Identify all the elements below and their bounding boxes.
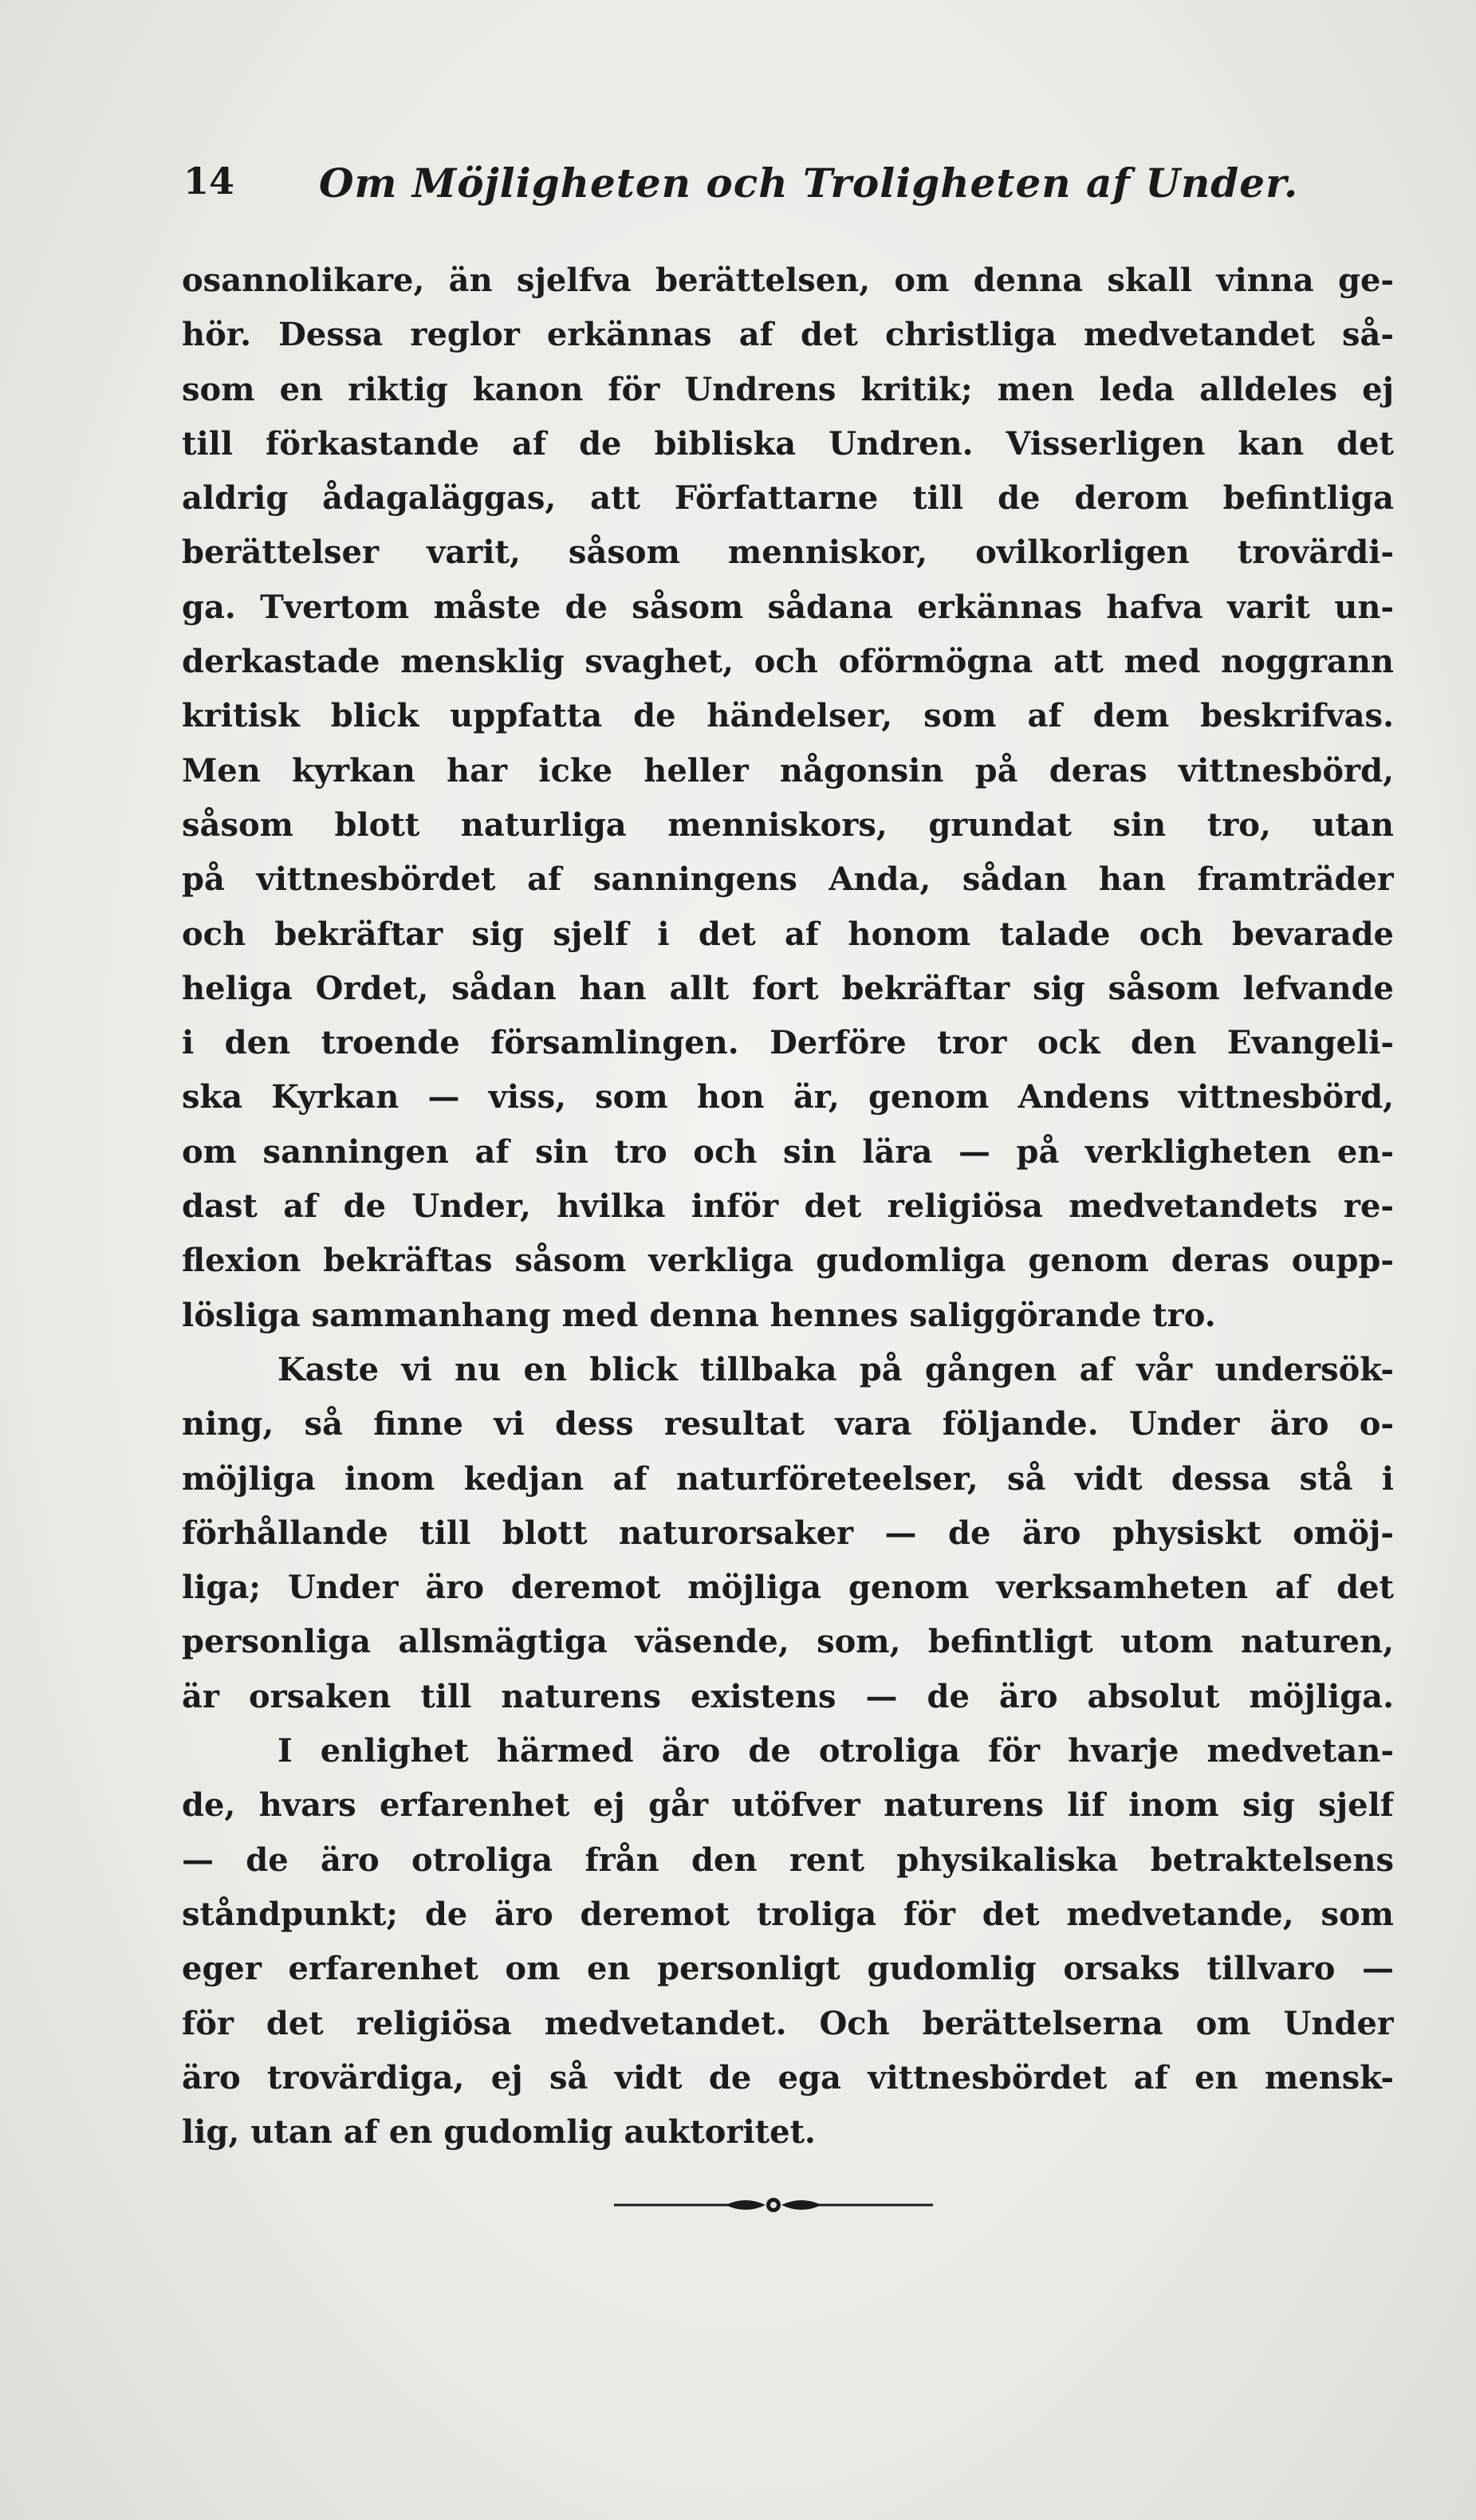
page-header <box>183 159 1300 223</box>
text-line: lösliga sammanhang med denna hennes saliggörande tro. <box>182 1296 1216 1334</box>
text-line: eger erfarenhet om en personligt gudomlig orsaks tillvaro — <box>182 1950 1394 1988</box>
text-line: möjliga inom kedjan af naturföreteelser, så vidt dessa stå i <box>182 1459 1394 1498</box>
text-line: om sanningen af sin tro och sin lära — på verkligheten en- <box>182 1132 1394 1171</box>
text-line: berättelser varit, såsom menniskor, ovilkorligen trovärdi- <box>182 534 1394 572</box>
text-line: till förkastande af de bibliska Undren. Visserligen kan det <box>182 424 1394 463</box>
text-line: kritisk blick uppfatta de händelser, som af dem beskrifvas. <box>182 697 1394 735</box>
text-line: lig, utan af en gudomlig auktoritet. <box>182 2113 816 2152</box>
page-number: 14 <box>183 159 235 203</box>
text-line: ga. Tvertom måste de såsom sådana erkännas hafva varit un- <box>182 588 1394 626</box>
text-line: förhållande till blott naturorsaker — de äro physiskt omöj- <box>182 1514 1394 1552</box>
text-line: flexion bekräftas såsom verkliga gudomliga genom deras oupp- <box>182 1242 1394 1280</box>
text-line: är orsaken till naturens existens — de äro absolut möjliga. <box>182 1677 1394 1715</box>
text-line: äro trovärdiga, ej så vidt de ega vittnesbördet af en mensk- <box>182 2058 1394 2097</box>
text-line: personliga allsmägtiga väsende, som, befintligt utom naturen, <box>182 1623 1394 1661</box>
text-line: de, hvars erfarenhet ej går utöfver naturens lif inom sig sjelf <box>182 1786 1394 1825</box>
text-line: osannolikare, än sjelfva berättelsen, om denna skall vinna ge- <box>182 262 1394 299</box>
text-line: aldrig ådagaläggas, att Författarne till de derom befintliga <box>182 479 1394 518</box>
running-title: Om Möjligheten och Troligheten af Under. <box>319 159 1299 207</box>
text-line: liga; Under äro deremot möjliga genom verksamheten af det <box>182 1569 1394 1607</box>
text-line: för det religiösa medvetandet. Och berättelserna om Under <box>182 2004 1394 2042</box>
text-line: I enlighet härmed äro de otroliga för hvarje medvetan- <box>277 1732 1394 1770</box>
body-text <box>182 254 1394 2160</box>
text-line: Kaste vi nu en blick tillbaka på gången af vår undersök- <box>277 1350 1394 1388</box>
text-line: ståndpunkt; de äro deremot troliga för det medvetande, som <box>182 1895 1394 1933</box>
text-line: hör. Dessa reglor erkännas af det christliga medvetandet så- <box>182 316 1394 354</box>
text-line: Men kyrkan har icke heller någonsin på deras vittnesbörd, <box>182 751 1394 789</box>
text-line: ning, så finne vi dess resultat vara följande. Under äro o- <box>182 1405 1394 1443</box>
text-line: på vittnesbördet af sanningens Anda, sådan han framträder <box>182 860 1394 899</box>
text-line: såsom blott naturliga menniskors, grundat sin tro, utan <box>182 805 1394 844</box>
text-line: heliga Ordet, sådan han allt fort bekräftar sig såsom lefvande <box>182 969 1394 1007</box>
text-line: dast af de Under, hvilka inför det religiösa medvetandets re- <box>182 1187 1394 1226</box>
text-line: och bekräftar sig sjelf i det af honom talade och bevarade <box>182 915 1394 953</box>
text-line: derkastade mensklig svaghet, och oförmögna att med noggrann <box>182 643 1394 681</box>
text-line: — de äro otroliga från den rent physikaliska betraktelsens <box>182 1841 1394 1879</box>
text-line: som en riktig kanon för Undrens kritik; men leda alldeles ej <box>182 370 1394 408</box>
section-ornament <box>606 2189 941 2221</box>
text-line: i den troende församlingen. Derföre tror ock den Evangeli- <box>182 1024 1394 1062</box>
text-line: ska Kyrkan — viss, som hon är, genom Andens vittnesbörd, <box>182 1078 1394 1116</box>
